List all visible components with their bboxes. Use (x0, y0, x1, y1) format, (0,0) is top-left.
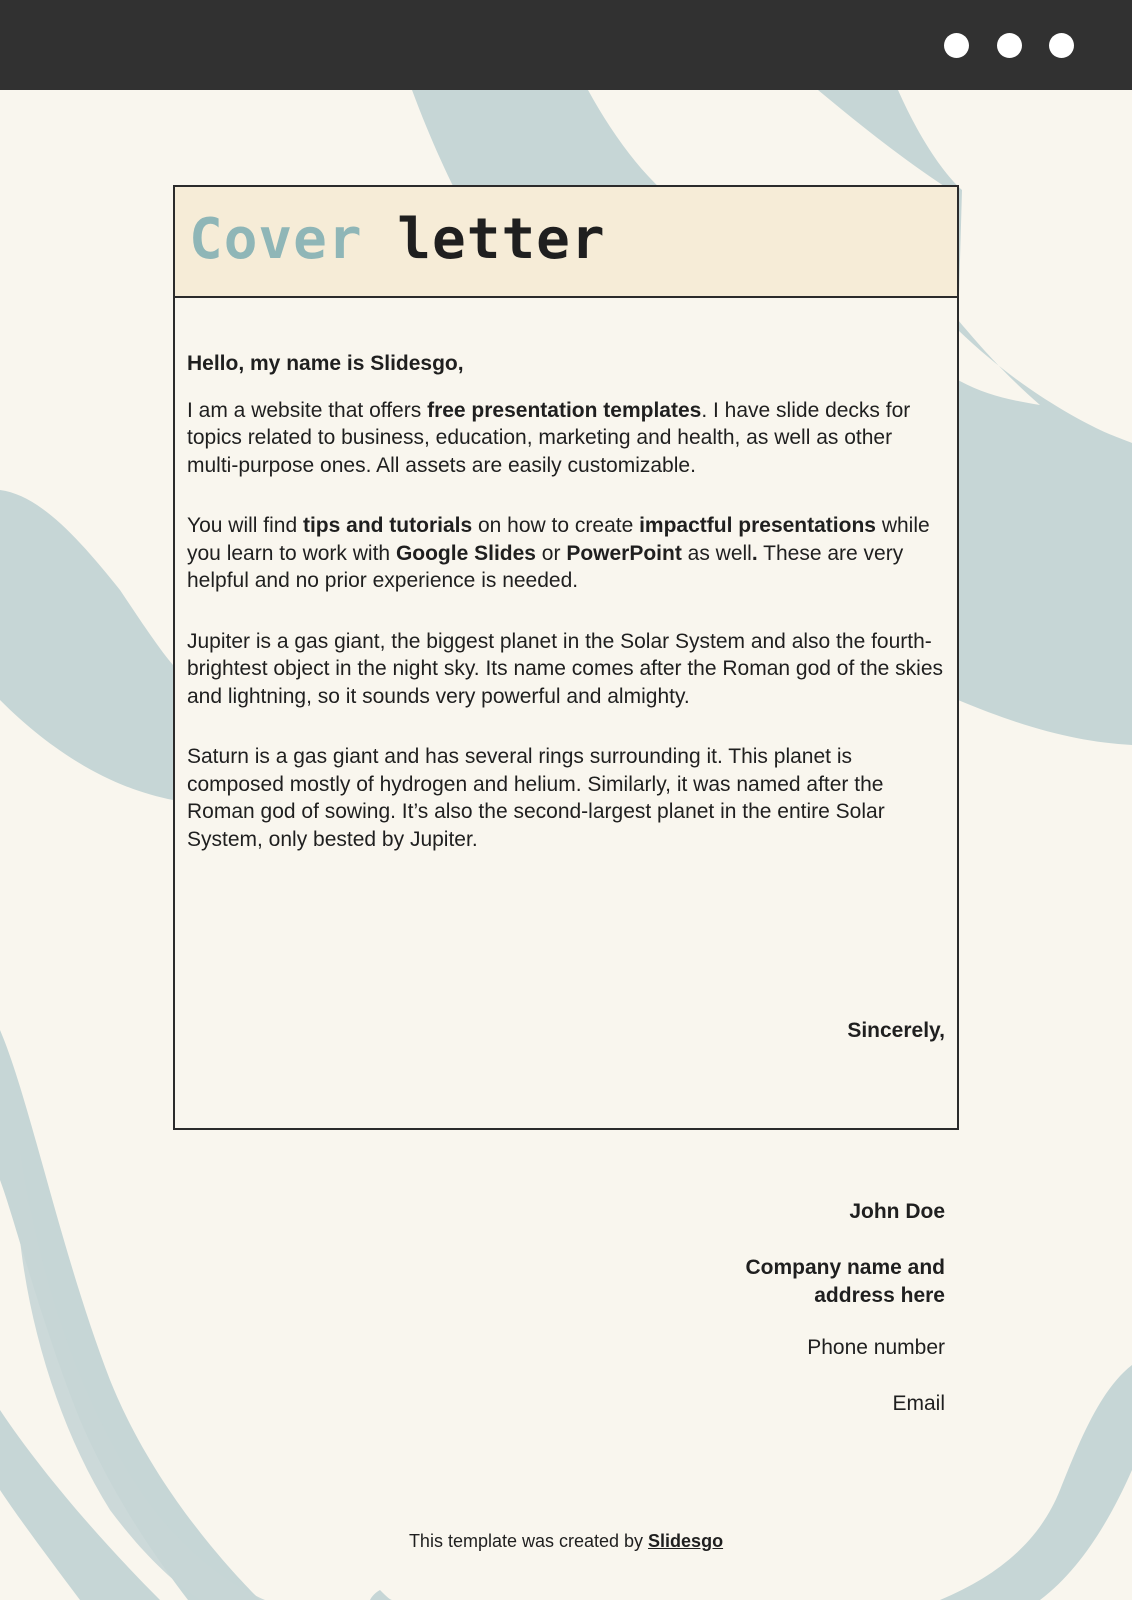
title-band (175, 187, 957, 298)
contact-name: John Doe (849, 1200, 945, 1223)
page-title (189, 205, 606, 275)
text-run: I am a website that offers (187, 398, 428, 422)
bold-run: impactful presentations (639, 514, 876, 537)
letter-body (187, 350, 945, 886)
greeting: Hello, my name is Slidesgo, (187, 352, 464, 375)
paragraph-1 (187, 397, 945, 480)
letter-box (173, 185, 959, 1130)
contact-company: Company name and address here (745, 1256, 945, 1307)
bold-run: Google Slides (395, 541, 536, 565)
text-run: as well (681, 541, 752, 565)
footer-credit (0, 1531, 1132, 1552)
text-run: or (535, 541, 567, 565)
text-run: . I have slide decks for topics related to business, education, marketing and health, as well as other multi-purpose ones. All assets are easily customizable. (187, 398, 911, 477)
window-dot-icon[interactable] (1049, 33, 1074, 58)
top-bar (0, 0, 1132, 90)
paragraph-4: Saturn is a gas giant and has several rings surrounding it. This planet is composed mostly of hydrogen and helium. Similarly, it was named after the Roman god of sowing. It’s also the second-largest planet in the entire Solar System, only bested by Jupiter. (187, 745, 885, 851)
window-dot-icon[interactable] (997, 33, 1022, 58)
bold-run: free presentation templates (427, 398, 702, 422)
contact-phone: Phone number (807, 1336, 945, 1359)
text-run: while you learn to work with (187, 514, 930, 565)
text-run: You will find (187, 514, 303, 537)
text-run: These are very helpful and no prior experience is needed. (187, 541, 904, 592)
title-word-cover: Cover (189, 207, 363, 272)
paragraph-2 (187, 512, 945, 595)
bold-run: PowerPoint (566, 541, 682, 565)
contact-email: Email (892, 1392, 945, 1415)
paragraph-3: Jupiter is a gas giant, the biggest planet in the Solar System and also the fourth-brightest object in the night sky. Its name comes after the Roman god of the skies and lightning, so it sounds very powerful and almighty. (187, 629, 943, 708)
text-run: on how to create (472, 514, 640, 537)
bold-run: tips and tutorials (302, 514, 473, 537)
closing: Sincerely, (847, 1019, 945, 1042)
bold-run: . (751, 541, 758, 565)
window-dot-icon[interactable] (944, 33, 969, 58)
title-word-letter: letter (397, 207, 606, 272)
footer-link[interactable]: Slidesgo (648, 1531, 724, 1551)
footer-text: This template was created by (408, 1531, 649, 1551)
